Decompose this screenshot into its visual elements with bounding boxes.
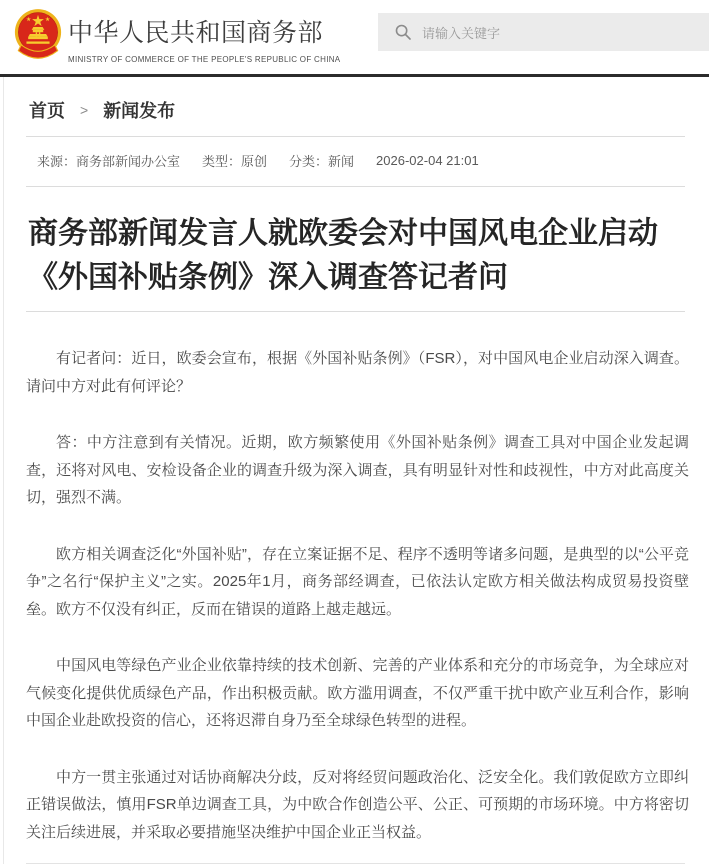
article-paragraph: 中方一贯主张通过对话协商解决分歧，反对将经贸问题政治化、泛安全化。我们敦促欧方立即纠正错误做法，慎用FSR单边调查工具，为中欧合作创造公平、公正、可预期的市场环境。中方将密切关注后续进展，并采取必要措施坚决维护中国企业正当权益。	[26, 768, 689, 841]
national-emblem-icon	[12, 7, 64, 69]
breadcrumb	[4, 77, 709, 136]
article-paragraph: 中国风电等绿色产业企业依靠持续的技术创新、完善的产业体系和充分的市场竞争，为全球应对气候变化提供优质绿色产品，作出积极贡献。欧方滥用调查，不仅严重干扰中欧产业互利合作，影响中国企业赴欧投资的信心，还将迟滞自身乃至全球绿色转型的进程。	[26, 657, 689, 729]
article-meta	[4, 137, 709, 186]
breadcrumb-home-link[interactable]: 首页	[29, 101, 65, 121]
content-area	[3, 77, 709, 864]
meta-datetime: 2026-02-04 21:01	[376, 153, 479, 168]
divider	[26, 311, 685, 312]
site-header	[0, 0, 709, 77]
article-paragraph: 有记者问：近日，欧委会宣布，根据《外国补贴条例》（FSR），对中国风电企业启动深入调查。请问中方对此有何评论？	[26, 350, 689, 395]
article-paragraph: 答：中方注意到有关情况。近期，欧方频繁使用《外国补贴条例》调查工具对中国企业发起调查，还将对风电、安检设备企业的调查升级为深入调查，具有明显针对性和歧视性，中方对此高度关切，强烈不满。	[26, 434, 689, 506]
org-name-cn: 中华人民共和国商务部	[68, 19, 324, 47]
org-name-en: MINISTRY OF COMMERCE OF THE PEOPLE'S REPUBLIC OF CHINA	[68, 55, 341, 64]
breadcrumb-separator-icon: >	[80, 102, 89, 118]
search-placeholder: 请输入关键字	[422, 25, 501, 41]
meta-category: 分类：新闻	[289, 154, 355, 169]
divider	[26, 186, 685, 187]
article-body	[26, 345, 689, 846]
site-logo-text	[68, 13, 340, 64]
search-icon	[395, 24, 411, 40]
search-input[interactable]	[378, 13, 709, 51]
meta-source: 来源：商务部新闻办公室	[37, 154, 181, 169]
meta-type: 类型：原创	[202, 154, 268, 169]
article-paragraph: 欧方相关调查泛化“外国补贴”，存在立案证据不足、程序不透明等诸多问题，是典型的以“公平竞争”之名行“保护主义”之实。2025年1月，商务部经调查，已依法认定欧方相关做法构成贸易投资壁垒。欧方不仅没有纠正，反而在错误的道路上越走越远。	[26, 545, 689, 618]
breadcrumb-section-link[interactable]: 新闻发布	[103, 101, 176, 121]
article-title: 商务部新闻发言人就欧委会对中国风电企业启动《外国补贴条例》深入调查答记者问	[28, 217, 658, 294]
article	[4, 212, 709, 864]
